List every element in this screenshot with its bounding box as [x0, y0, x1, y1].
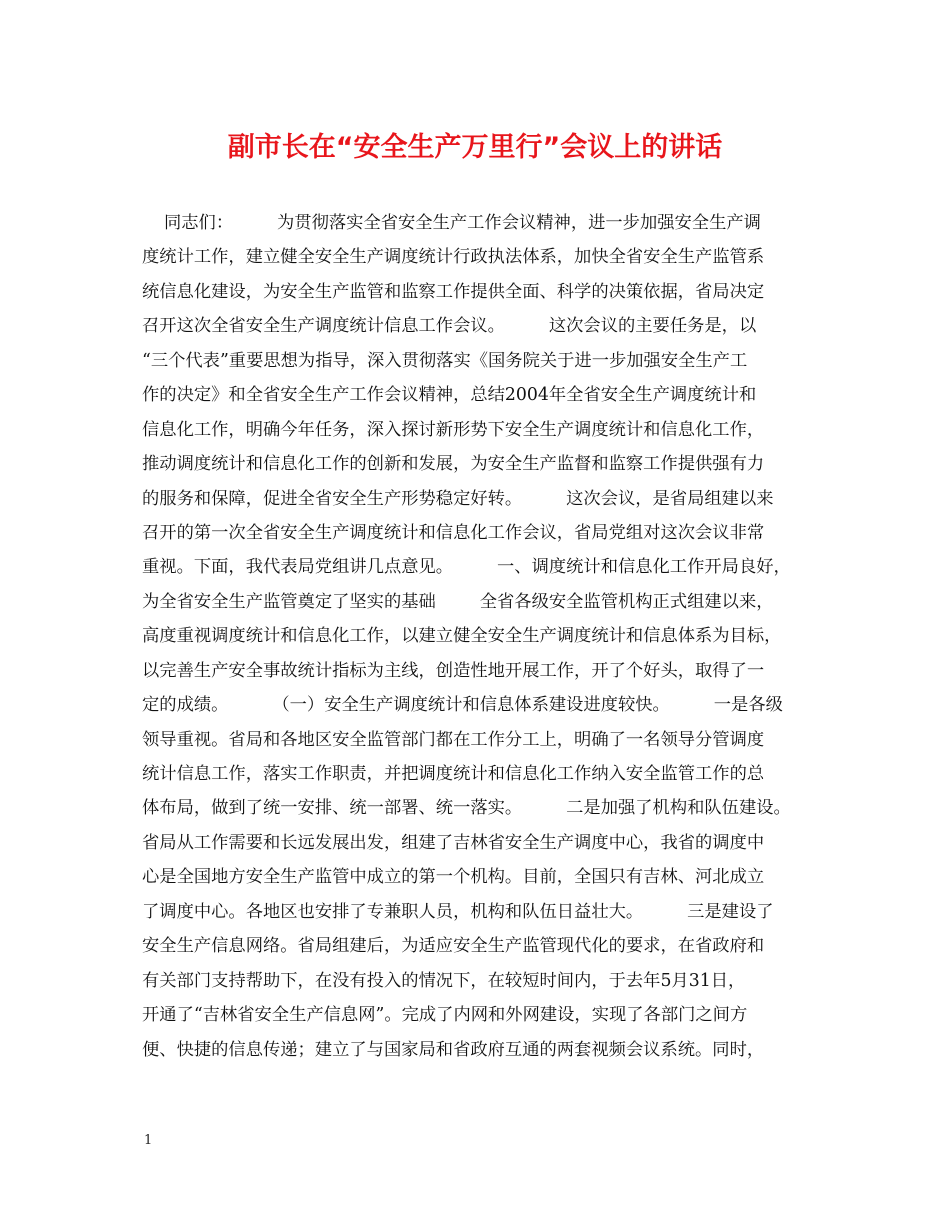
body-text-line: 定的成绩。 （一）安全生产调度统计和信息体系建设进度较快。 一是各级: [142, 695, 783, 716]
body-text-line: 体布局，做到了统一安排、统一部署、统一落实。 二是加强了机构和队伍建设。: [142, 798, 791, 819]
body-text-line: 信息化工作，明确今年任务，深入探讨新形势下安全生产调度统计和信息化工作，: [142, 419, 765, 440]
body-text-line: 度统计工作，建立健全安全生产调度统计行政执法体系，加快全省安全生产监管系: [142, 247, 765, 268]
body-text-line: 心是全国地方安全生产监管中成立的第一个机构。目前，全国只有吉林、河北成立: [142, 867, 765, 888]
body-text-line: 统信息化建设，为安全生产监管和监察工作提供全面、科学的决策依据，省局决定: [142, 281, 765, 302]
page-number: 1: [144, 1133, 153, 1148]
document-body: [142, 206, 822, 1067]
body-text-line: 省局从工作需要和长远发展出发，组建了吉林省安全生产调度中心，我省的调度中: [142, 832, 765, 853]
body-text-line: 了调度中心。各地区也安排了专兼职人员，机构和队伍日益壮大。 三是建设了: [142, 901, 774, 922]
page-title: 副市长在“安全生产万里行”会议上的讲话: [227, 132, 723, 163]
body-text-line: 召开这次全省安全生产调度统计信息工作会议。 这次会议的主要任务是，以: [142, 316, 757, 337]
body-text-line: 重视。下面，我代表局党组讲几点意见。 一、调度统计和信息化工作开局良好，: [142, 557, 791, 578]
body-text-line: 的服务和保障，促进全省安全生产形势稳定好转。 这次会议，是省局组建以来: [142, 488, 774, 509]
body-text-line: 领导重视。省局和各地区安全监管部门都在工作分工上，明确了一名领导分管调度: [142, 729, 765, 750]
body-text-line: 统计信息工作，落实工作职责，并把调度统计和信息化工作纳入安全监管工作的总: [142, 764, 765, 784]
body-text-line: 作的决定》和全省安全生产工作会议精神，总结2004年全省安全生产调度统计和: [142, 385, 757, 406]
body-text-line: 召开的第一次全省安全生产调度统计和信息化工作会议，省局党组对这次会议非常: [142, 522, 765, 543]
body-text-line: 同志们： 为贯彻落实全省安全生产工作会议精神，进一步加强安全生产调: [142, 213, 761, 233]
body-text-line: 为全省安全生产监管奠定了坚实的基础 全省各级安全监管机构正式组建以来，: [142, 591, 774, 612]
body-text-line: 高度重视调度统计和信息化工作，以建立健全安全生产调度统计和信息体系为目标，: [142, 626, 782, 647]
body-text-line: “三个代表”重要思想为指导，深入贯彻落实《国务院关于进一步加强安全生产工: [142, 350, 748, 371]
body-text-line: 安全生产信息网络。省局组建后，为适应安全生产监管现代化的要求，在省政府和: [142, 936, 765, 957]
body-text-line: 以完善生产安全事故统计指标为主线，创造性地开展工作，开了个好头，取得了一: [142, 660, 765, 681]
body-text-line: 开通了“吉林省安全生产信息网”。完成了内网和外网建设，实现了各部门之间方: [142, 1005, 748, 1026]
body-text-line: 有关部门支持帮助下，在没有投入的情况下，在较短时间内，于去年5月31日，: [142, 970, 746, 991]
body-text-line: 便、快捷的信息传递；建立了与国家局和省政府互通的两套视频会议系统。同时，: [142, 1039, 765, 1060]
body-text-line: 推动调度统计和信息化工作的创新和发展，为安全生产监督和监察工作提供强有力: [142, 454, 765, 475]
